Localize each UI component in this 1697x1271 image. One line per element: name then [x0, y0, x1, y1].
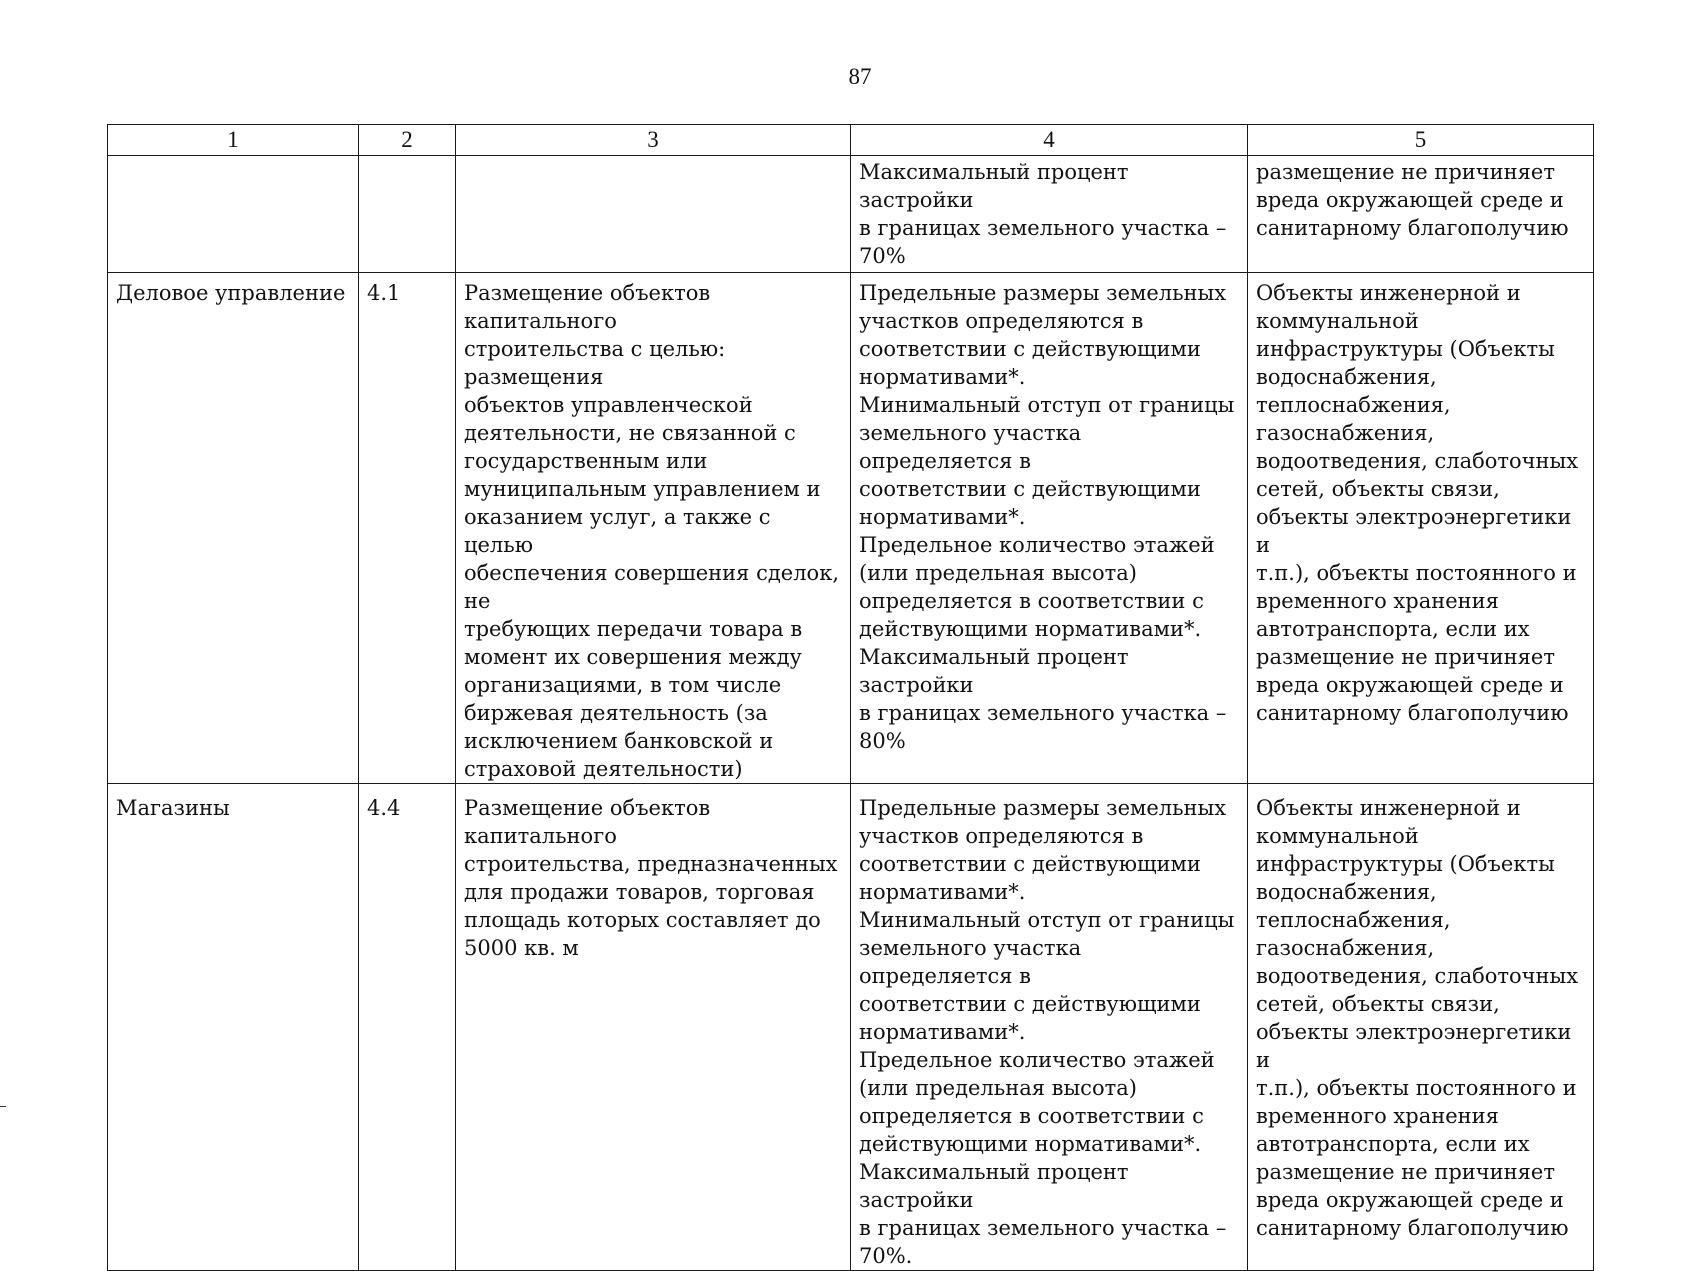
column-number-row [108, 125, 1594, 156]
use-conditions [1248, 784, 1594, 1271]
cell-text-line: в границах земельного участка – [859, 1216, 1227, 1240]
cell-text-line: газоснабжения, [1256, 936, 1435, 960]
cell-text-line: т.п.), объекты постоянного и [1256, 1076, 1577, 1100]
cell-text-line: инфраструктуры (Объекты [1256, 852, 1555, 876]
cell-text-line: определяется в соответствии с [859, 1104, 1204, 1128]
cell-text-line: Размещение объектов капитального [464, 281, 711, 333]
cell-text-line: размещение не причиняет [1256, 645, 1555, 669]
cell-text-line: сетей, объекты связи, [1256, 992, 1500, 1016]
cell-text-line: 70%. [859, 1244, 913, 1268]
cell-text-line: момент их совершения между [464, 645, 802, 669]
cell-text-line: газоснабжения, [1256, 421, 1435, 445]
continuation-name-cell [108, 156, 359, 273]
cell-text-line: Предельные размеры земельных [859, 281, 1227, 305]
cell-text-line: нормативами*. [859, 1020, 1026, 1044]
cell-text-line: в границах земельного участка – [859, 216, 1227, 240]
cell-text-line: строительства, предназначенных [464, 852, 838, 876]
cell-text-line: соответствии с действующими [859, 337, 1201, 361]
cell-text-line: соответствии с действующими [859, 852, 1201, 876]
cell-text-line: санитарному благополучию [1256, 216, 1569, 240]
cell-text-line: объекты электроэнергетики и [1256, 1020, 1572, 1072]
cell-text-line: нормативами*. [859, 365, 1026, 389]
cell-text-line: санитарному благополучию [1256, 701, 1569, 725]
cell-text-line: земельного участка определяется в [859, 421, 1082, 473]
column-number: 1 [108, 125, 359, 156]
cell-text-line: в границах земельного участка – [859, 701, 1227, 725]
land-use-table [107, 124, 1594, 1271]
cell-text-line: Минимальный отступ от границы [859, 908, 1235, 932]
cell-text-line: автотранспорта, если их [1256, 617, 1530, 641]
cell-text-line: санитарному благополучию [1256, 1216, 1569, 1240]
cell-text-line: (или предельная высота) [859, 1076, 1137, 1100]
continuation-parameters-cell [851, 156, 1248, 273]
cell-text-line: автотранспорта, если их [1256, 1132, 1530, 1156]
cell-text-line: биржевая деятельность (за [464, 701, 768, 725]
cell-text-line: коммунальной [1256, 309, 1419, 333]
cell-text-line: Предельные размеры земельных [859, 796, 1227, 820]
cell-text-line: Предельное количество этажей [859, 1048, 1215, 1072]
cell-text-line: страховой деятельности) [464, 757, 743, 781]
cell-text-line: нормативами*. [859, 880, 1026, 904]
cell-text-line: водоотведения, слаботочных [1256, 449, 1579, 473]
use-description [456, 273, 851, 784]
cell-text-line: организациями, в том числе [464, 673, 782, 697]
cell-text-line: Размещение объектов капитального [464, 796, 711, 848]
cell-text-line: теплоснабжения, [1256, 393, 1451, 417]
cell-text-line: временного хранения [1256, 1104, 1499, 1128]
use-description [456, 784, 851, 1271]
cell-text-line: нормативами*. [859, 505, 1026, 529]
cell-text-line: площадь которых составляет до [464, 908, 821, 932]
continuation-row [108, 156, 1594, 273]
cell-text-line: требующих передачи товара в [464, 617, 803, 641]
continuation-code-cell [359, 156, 456, 273]
cell-text-line: муниципальным управлением и [464, 477, 821, 501]
cell-text-line: вреда окружающей среде и [1256, 1188, 1564, 1212]
cell-text-line: Объекты инженерной и [1256, 796, 1521, 820]
use-parameters [851, 784, 1248, 1271]
continuation-conditions-cell [1248, 156, 1594, 273]
cell-text-line: т.п.), объекты постоянного и [1256, 561, 1577, 585]
cell-text-line: коммунальной [1256, 824, 1419, 848]
cell-text-line: сетей, объекты связи, [1256, 477, 1500, 501]
use-code: 4.4 [359, 784, 456, 1271]
cell-text-line: определяется в соответствии с [859, 589, 1204, 613]
cell-text-line: вреда окружающей среде и [1256, 188, 1564, 212]
cell-text-line: оказанием услуг, а также с целью [464, 505, 771, 557]
column-number: 4 [851, 125, 1248, 156]
cell-text-line: водоснабжения, [1256, 880, 1437, 904]
cell-text-line: обеспечения совершения сделок, не [464, 561, 839, 613]
cell-text-line: соответствии с действующими [859, 992, 1201, 1016]
cell-text-line: действующими нормативами*. [859, 617, 1202, 641]
cell-text-line: деятельности, не связанной с [464, 421, 796, 445]
cell-text-line: участков определяются в [859, 309, 1144, 333]
cell-text-line: водоотведения, слаботочных [1256, 964, 1579, 988]
use-code: 4.1 [359, 273, 456, 784]
cell-text-line: 80% [859, 729, 906, 753]
cell-text-line: (или предельная высота) [859, 561, 1137, 585]
cell-text-line: теплоснабжения, [1256, 908, 1451, 932]
cell-text-line: государственным или [464, 449, 708, 473]
cell-text-line: размещение не причиняет [1256, 1160, 1555, 1184]
cell-text-line: Максимальный процент застройки [859, 1160, 1129, 1212]
cell-text-line: объектов управленческой [464, 393, 753, 417]
cell-text-line: 5000 кв. м [464, 936, 579, 960]
column-number: 5 [1248, 125, 1594, 156]
cell-text-line: объекты электроэнергетики и [1256, 505, 1572, 557]
column-number: 3 [456, 125, 851, 156]
cell-text-line: размещение не причиняет [1256, 160, 1555, 184]
cell-text-line: инфраструктуры (Объекты [1256, 337, 1555, 361]
use-name: Деловое управление [108, 273, 359, 784]
column-number: 2 [359, 125, 456, 156]
page-number: 87 [848, 64, 872, 89]
cell-text-line: земельного участка определяется в [859, 936, 1082, 988]
cell-text-line: вреда окружающей среде и [1256, 673, 1564, 697]
table-row [108, 273, 1594, 784]
cell-text-line: Максимальный процент застройки [859, 160, 1129, 212]
cell-text-line: водоснабжения, [1256, 365, 1437, 389]
use-parameters [851, 273, 1248, 784]
cell-text-line: Объекты инженерной и [1256, 281, 1521, 305]
cell-text-line: временного хранения [1256, 589, 1499, 613]
cell-text-line: Минимальный отступ от границы [859, 393, 1235, 417]
continuation-description-cell [456, 156, 851, 273]
cell-text-line: для продажи товаров, торговая [464, 880, 815, 904]
cell-text-line: исключением банковской и [464, 729, 774, 753]
cell-text-line: действующими нормативами*. [859, 1132, 1202, 1156]
cell-text-line: участков определяются в [859, 824, 1144, 848]
cell-text-line: Предельное количество этажей [859, 533, 1215, 557]
cell-text-line: Максимальный процент застройки [859, 645, 1129, 697]
use-conditions [1248, 273, 1594, 784]
table-row [108, 784, 1594, 1271]
use-name: Магазины [108, 784, 359, 1271]
margin-mark [0, 1106, 6, 1107]
cell-text-line: 70% [859, 244, 906, 268]
cell-text-line: соответствии с действующими [859, 477, 1201, 501]
cell-text-line: строительства с целью: размещения [464, 337, 726, 389]
